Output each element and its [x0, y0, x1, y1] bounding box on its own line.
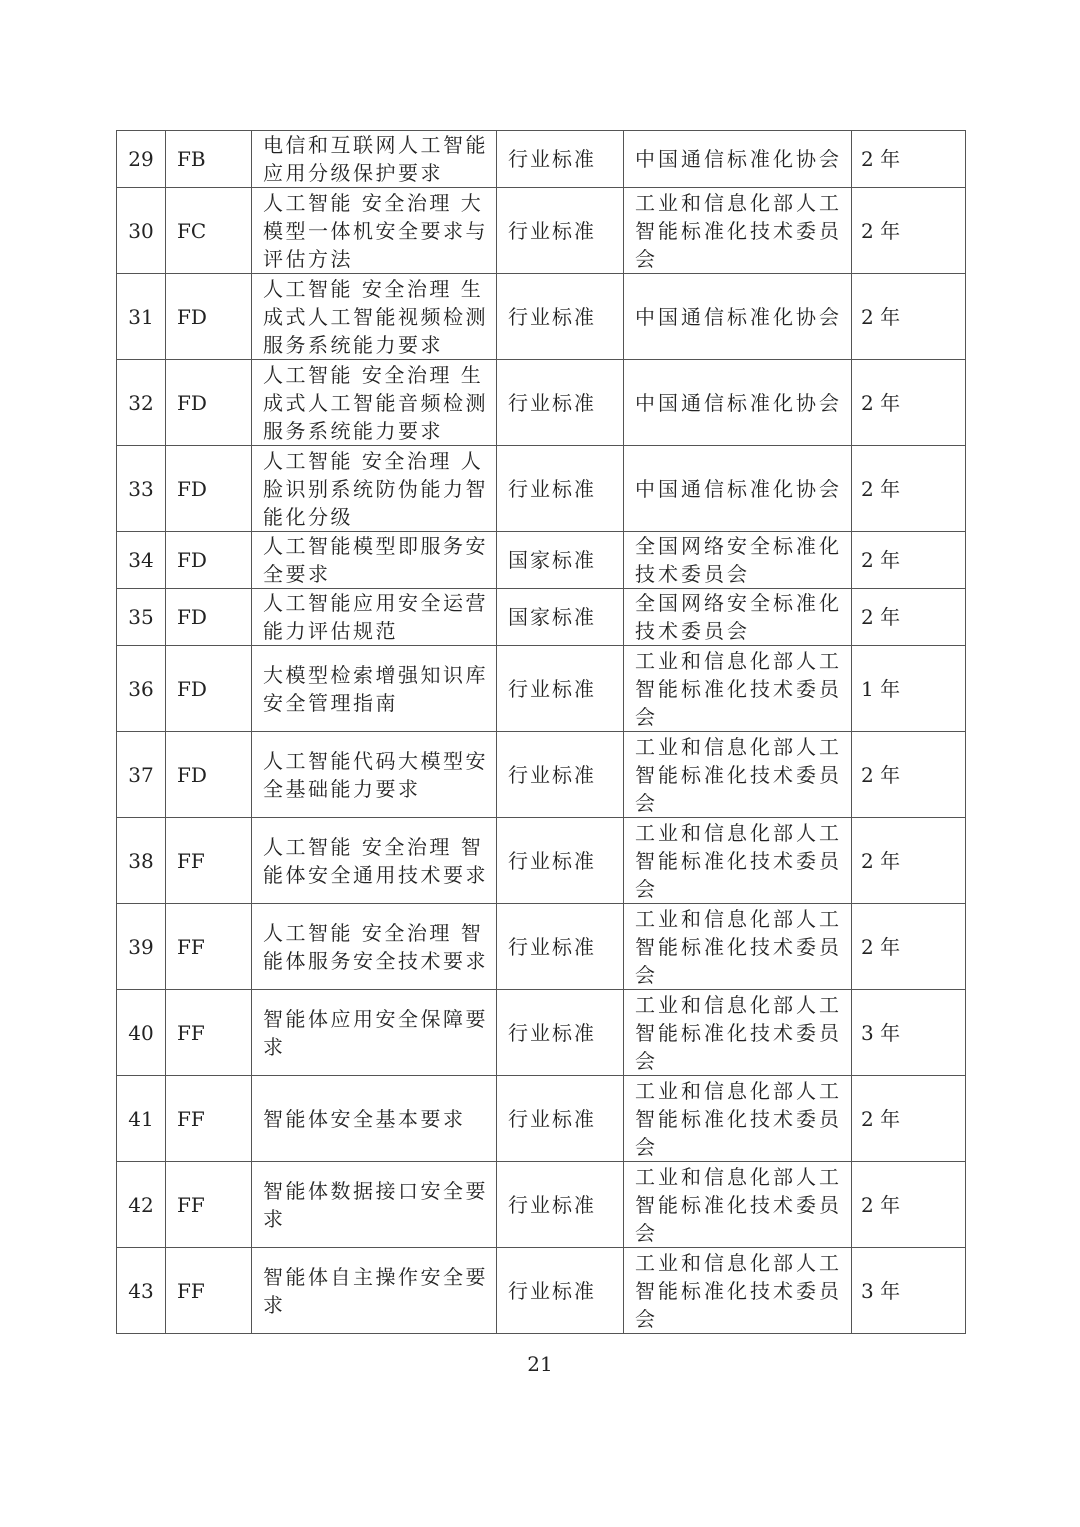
standard-type: 国家标准 [497, 532, 624, 589]
row-code: FD [166, 360, 252, 446]
standard-type: 行业标准 [497, 446, 624, 532]
period: 2 年 [852, 131, 966, 188]
organization: 工业和信息化部人工智能标准化技术委员会 [624, 1076, 852, 1162]
table-row [117, 990, 966, 1076]
row-number: 42 [117, 1162, 166, 1248]
page-number: 21 [527, 1352, 553, 1376]
table-row [117, 1076, 966, 1162]
standard-type: 行业标准 [497, 732, 624, 818]
period: 2 年 [852, 1076, 966, 1162]
standard-name: 人工智能模型即服务安全要求 [252, 532, 497, 589]
period: 2 年 [852, 532, 966, 589]
period: 2 年 [852, 446, 966, 532]
table-row [117, 818, 966, 904]
standard-type: 行业标准 [497, 1248, 624, 1334]
standard-name: 大模型检索增强知识库安全管理指南 [252, 646, 497, 732]
table-row [117, 1162, 966, 1248]
row-number: 31 [117, 274, 166, 360]
table-row [117, 131, 966, 188]
organization: 中国通信标准化协会 [624, 360, 852, 446]
row-code: FF [166, 990, 252, 1076]
row-number: 29 [117, 131, 166, 188]
table-row [117, 274, 966, 360]
standard-type: 行业标准 [497, 274, 624, 360]
standard-type: 行业标准 [497, 131, 624, 188]
row-code: FF [166, 1248, 252, 1334]
table-row [117, 904, 966, 990]
organization: 中国通信标准化协会 [624, 446, 852, 532]
organization: 工业和信息化部人工智能标准化技术委员会 [624, 732, 852, 818]
table-row [117, 589, 966, 646]
period: 2 年 [852, 1162, 966, 1248]
period: 2 年 [852, 274, 966, 360]
standard-type: 行业标准 [497, 990, 624, 1076]
row-number: 37 [117, 732, 166, 818]
table-row [117, 532, 966, 589]
row-number: 33 [117, 446, 166, 532]
period: 2 年 [852, 589, 966, 646]
table-row [117, 732, 966, 818]
standard-type: 国家标准 [497, 589, 624, 646]
row-number: 43 [117, 1248, 166, 1334]
organization: 工业和信息化部人工智能标准化技术委员会 [624, 1162, 852, 1248]
organization: 中国通信标准化协会 [624, 131, 852, 188]
row-number: 32 [117, 360, 166, 446]
row-number: 35 [117, 589, 166, 646]
period: 3 年 [852, 990, 966, 1076]
standard-name: 人工智能应用安全运营能力评估规范 [252, 589, 497, 646]
standard-name: 智能体自主操作安全要求 [252, 1248, 497, 1334]
period: 2 年 [852, 360, 966, 446]
period: 2 年 [852, 732, 966, 818]
standard-type: 行业标准 [497, 1076, 624, 1162]
row-number: 38 [117, 818, 166, 904]
organization: 工业和信息化部人工智能标准化技术委员会 [624, 646, 852, 732]
standard-name: 人工智能 安全治理 大模型一体机安全要求与评估方法 [252, 188, 497, 274]
standard-name: 智能体数据接口安全要求 [252, 1162, 497, 1248]
period: 2 年 [852, 818, 966, 904]
row-code: FB [166, 131, 252, 188]
standard-name: 人工智能 安全治理 生成式人工智能音频检测服务系统能力要求 [252, 360, 497, 446]
standard-type: 行业标准 [497, 904, 624, 990]
standard-name: 人工智能 安全治理 生成式人工智能视频检测服务系统能力要求 [252, 274, 497, 360]
table-row [117, 360, 966, 446]
row-number: 40 [117, 990, 166, 1076]
standard-type: 行业标准 [497, 360, 624, 446]
table-row [117, 646, 966, 732]
standard-type: 行业标准 [497, 1162, 624, 1248]
table-row [117, 188, 966, 274]
standard-name: 人工智能 安全治理 智能体安全通用技术要求 [252, 818, 497, 904]
standard-type: 行业标准 [497, 188, 624, 274]
organization: 工业和信息化部人工智能标准化技术委员会 [624, 818, 852, 904]
standard-name: 人工智能代码大模型安全基础能力要求 [252, 732, 497, 818]
standard-name: 智能体安全基本要求 [252, 1076, 497, 1162]
row-code: FF [166, 904, 252, 990]
organization: 中国通信标准化协会 [624, 274, 852, 360]
row-number: 34 [117, 532, 166, 589]
standard-type: 行业标准 [497, 646, 624, 732]
row-code: FF [166, 1162, 252, 1248]
row-code: FD [166, 274, 252, 360]
row-code: FD [166, 589, 252, 646]
row-code: FD [166, 446, 252, 532]
row-code: FF [166, 1076, 252, 1162]
standard-type: 行业标准 [497, 818, 624, 904]
row-code: FF [166, 818, 252, 904]
row-number: 39 [117, 904, 166, 990]
organization: 全国网络安全标准化技术委员会 [624, 532, 852, 589]
row-number: 30 [117, 188, 166, 274]
row-number: 41 [117, 1076, 166, 1162]
row-code: FD [166, 732, 252, 818]
standards-table [116, 130, 966, 1334]
standard-name: 人工智能 安全治理 智能体服务安全技术要求 [252, 904, 497, 990]
table-row [117, 446, 966, 532]
organization: 工业和信息化部人工智能标准化技术委员会 [624, 904, 852, 990]
row-number: 36 [117, 646, 166, 732]
row-code: FD [166, 532, 252, 589]
organization: 全国网络安全标准化技术委员会 [624, 589, 852, 646]
standard-name: 智能体应用安全保障要求 [252, 990, 497, 1076]
table-row [117, 1248, 966, 1334]
row-code: FD [166, 646, 252, 732]
standard-name: 人工智能 安全治理 人脸识别系统防伪能力智能化分级 [252, 446, 497, 532]
organization: 工业和信息化部人工智能标准化技术委员会 [624, 188, 852, 274]
row-code: FC [166, 188, 252, 274]
period: 3 年 [852, 1248, 966, 1334]
standard-name: 电信和互联网人工智能应用分级保护要求 [252, 131, 497, 188]
period: 1 年 [852, 646, 966, 732]
organization: 工业和信息化部人工智能标准化技术委员会 [624, 1248, 852, 1334]
period: 2 年 [852, 904, 966, 990]
organization: 工业和信息化部人工智能标准化技术委员会 [624, 990, 852, 1076]
period: 2 年 [852, 188, 966, 274]
